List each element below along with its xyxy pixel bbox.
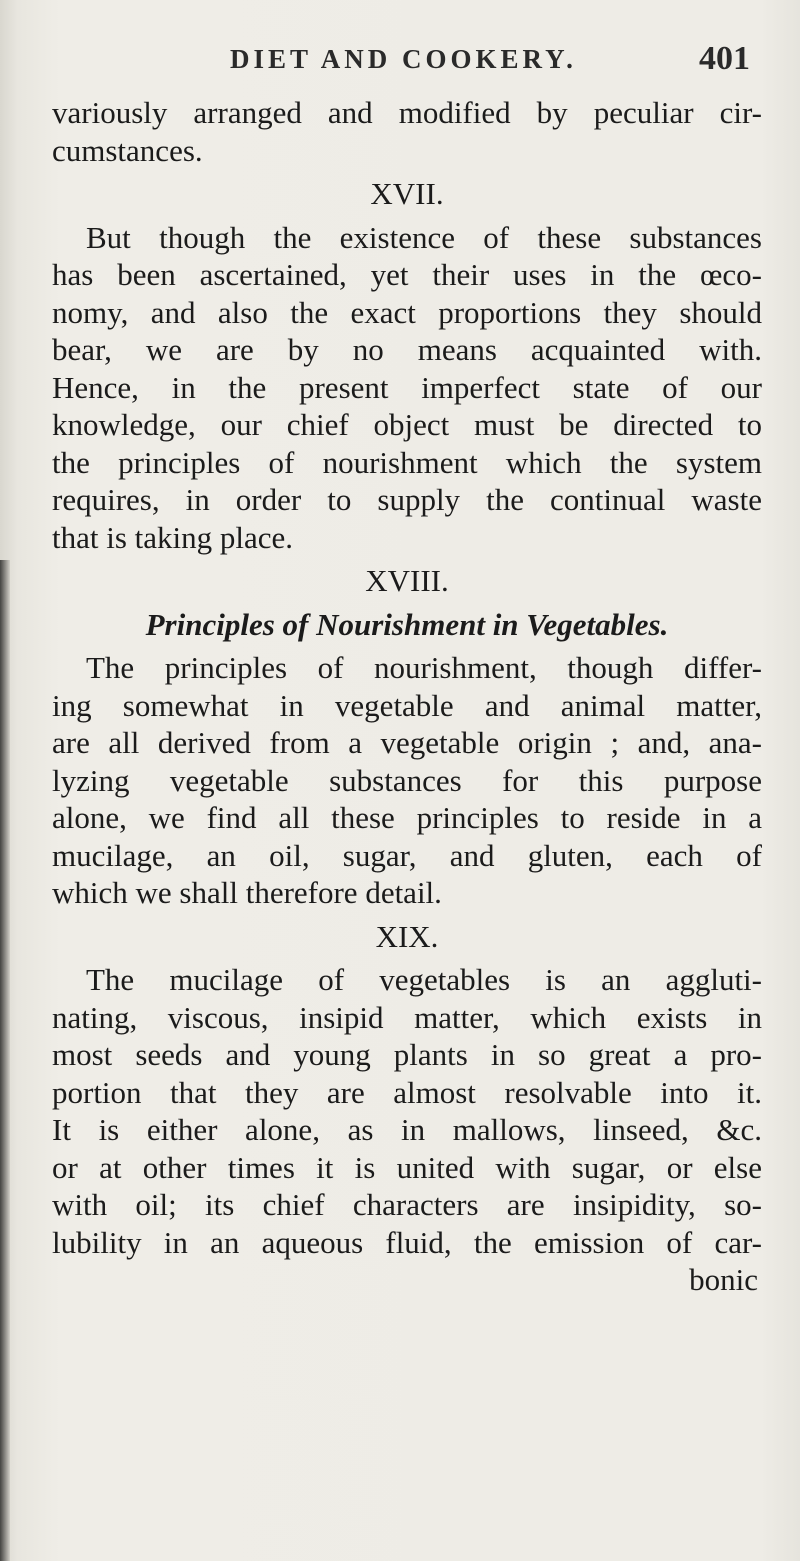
text-line: nomy, and also the exact proportions they should <box>52 294 762 330</box>
text-line: The mucilage of vegetables is an aggluti- <box>86 962 762 997</box>
page-number: 401 <box>699 40 750 77</box>
section-heading-xvii: XVII. <box>370 176 444 211</box>
text-line: lyzing vegetable substances for this purpose <box>52 762 762 798</box>
section-heading-xviii: XVIII. <box>365 563 449 598</box>
text-line: But though the existence of these substances <box>86 219 762 255</box>
text-line: are all derived from a vegetable origin ; and, ana- <box>52 725 762 760</box>
text-line: most seeds and young plants in so great a pro- <box>52 1037 762 1072</box>
text-line: The principles of nourishment, though differ- <box>86 650 762 685</box>
text-line: mucilage, an oil, sugar, and gluten, each of <box>52 837 762 873</box>
text-line: variously arranged and modified by peculiar cir- <box>52 95 762 130</box>
text-line: with oil; its chief characters are insipidity, so- <box>52 1187 762 1222</box>
text-line: or at other times it is united with sugar, or else <box>52 1149 762 1185</box>
text-line: Hence, in the present imperfect state of our <box>52 369 762 405</box>
text-line: knowledge, our chief object must be directed to <box>52 407 762 442</box>
page-gutter-shadow <box>0 560 10 1561</box>
text-line: has been ascertained, yet their uses in the œco- <box>52 257 762 292</box>
section-subheading: Principles of Nourishment in Vegetables. <box>145 606 669 642</box>
text-line: bear, we are by no means acquainted with. <box>52 332 762 367</box>
text-line: alone, we find all these principles to reside in a <box>52 800 762 835</box>
text-line: requires, in order to supply the continual waste <box>52 482 762 517</box>
text-line: nating, viscous, insipid matter, which exists in <box>52 999 762 1035</box>
text-line: It is either alone, as in mallows, linseed, &c. <box>52 1112 762 1147</box>
page-header <box>230 40 750 84</box>
running-head: DIET AND COOKERY. <box>230 44 577 74</box>
section-heading-xix: XIX. <box>375 918 439 954</box>
text-line: the principles of nourishment which the system <box>52 444 762 480</box>
text-line: ing somewhat in vegetable and animal matter, <box>52 687 762 723</box>
text-line: which we shall therefore detail. <box>52 875 442 910</box>
body-text <box>52 94 762 1299</box>
text-line: that is taking place. <box>52 519 294 555</box>
catchword: bonic <box>689 1262 758 1297</box>
text-line: cumstances. <box>52 132 203 168</box>
text-line: portion that they are almost resolvable into it. <box>52 1074 762 1110</box>
text-line: lubility in an aqueous fluid, the emission of car- <box>52 1224 762 1260</box>
